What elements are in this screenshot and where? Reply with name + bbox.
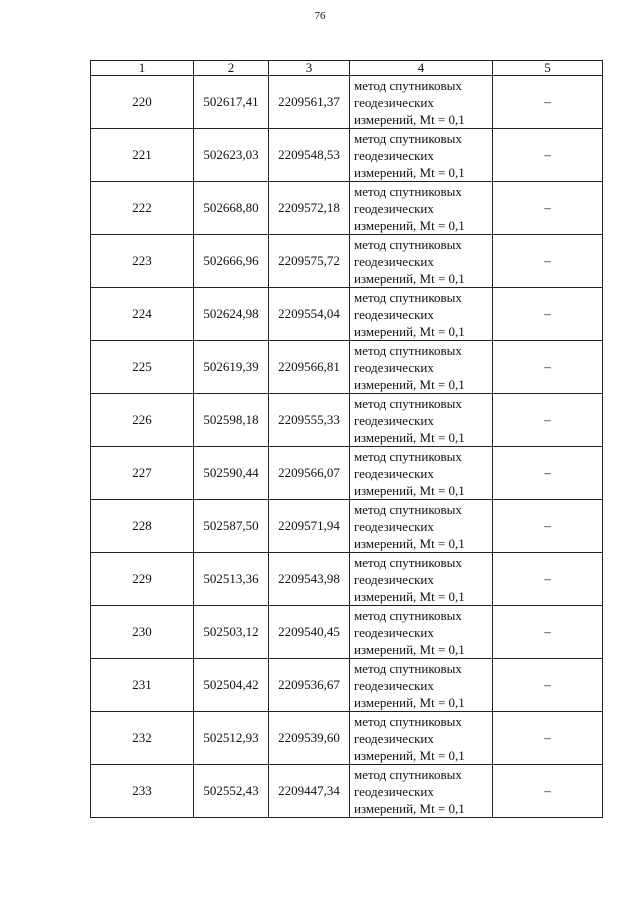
method-line: метод спутниковых bbox=[354, 448, 462, 464]
header-col-3: 3 bbox=[269, 61, 350, 76]
point-number-cell: 220 bbox=[91, 76, 194, 129]
x-coordinate-cell: 502624,98 bbox=[194, 288, 269, 341]
point-number-cell: 230 bbox=[91, 606, 194, 659]
x-coordinate-cell: 502619,39 bbox=[194, 341, 269, 394]
method-cell bbox=[350, 712, 493, 765]
x-coordinate-cell: 502590,44 bbox=[194, 447, 269, 500]
method-line: геодезических bbox=[354, 465, 434, 481]
method-line: геодезических bbox=[354, 200, 434, 216]
column-5-cell: – bbox=[493, 76, 603, 129]
y-coordinate-cell: 2209548,53 bbox=[269, 129, 350, 182]
page-number: 76 bbox=[314, 10, 326, 22]
method-line: измерений, Mt = 0,1 bbox=[354, 429, 465, 445]
y-coordinate-cell: 2209571,94 bbox=[269, 500, 350, 553]
table-row bbox=[91, 447, 603, 500]
point-number-cell: 226 bbox=[91, 394, 194, 447]
header-col-1: 1 bbox=[91, 61, 194, 76]
column-5-cell: – bbox=[493, 235, 603, 288]
method-line: измерений, Mt = 0,1 bbox=[354, 111, 465, 127]
point-number-cell: 227 bbox=[91, 447, 194, 500]
method-line: метод спутниковых bbox=[354, 236, 462, 252]
x-coordinate-cell: 502623,03 bbox=[194, 129, 269, 182]
x-coordinate-cell: 502503,12 bbox=[194, 606, 269, 659]
method-line: геодезических bbox=[354, 677, 434, 693]
method-cell bbox=[350, 606, 493, 659]
x-coordinate-cell: 502587,50 bbox=[194, 500, 269, 553]
method-line: измерений, Mt = 0,1 bbox=[354, 800, 465, 816]
y-coordinate-cell: 2209572,18 bbox=[269, 182, 350, 235]
method-line: метод спутниковых bbox=[354, 766, 462, 782]
x-coordinate-cell: 502598,18 bbox=[194, 394, 269, 447]
method-cell bbox=[350, 182, 493, 235]
column-5-cell: – bbox=[493, 659, 603, 712]
column-5-cell: – bbox=[493, 553, 603, 606]
point-number-cell: 232 bbox=[91, 712, 194, 765]
x-coordinate-cell: 502504,42 bbox=[194, 659, 269, 712]
column-5-cell: – bbox=[493, 447, 603, 500]
x-coordinate-cell: 502512,93 bbox=[194, 712, 269, 765]
method-line: метод спутниковых bbox=[354, 554, 462, 570]
column-5-cell: – bbox=[493, 288, 603, 341]
method-line: геодезических bbox=[354, 253, 434, 269]
method-line: метод спутниковых bbox=[354, 395, 462, 411]
point-number-cell: 228 bbox=[91, 500, 194, 553]
method-cell bbox=[350, 341, 493, 394]
point-number-cell: 221 bbox=[91, 129, 194, 182]
method-line: метод спутниковых bbox=[354, 660, 462, 676]
method-line: измерений, Mt = 0,1 bbox=[354, 694, 465, 710]
table-row bbox=[91, 765, 603, 818]
method-line: геодезических bbox=[354, 412, 434, 428]
method-line: измерений, Mt = 0,1 bbox=[354, 323, 465, 339]
point-number-cell: 231 bbox=[91, 659, 194, 712]
column-5-cell: – bbox=[493, 765, 603, 818]
header-row bbox=[91, 61, 603, 76]
method-line: геодезических bbox=[354, 783, 434, 799]
table-header bbox=[91, 61, 603, 76]
method-line: метод спутниковых bbox=[354, 607, 462, 623]
point-number-cell: 222 bbox=[91, 182, 194, 235]
column-5-cell: – bbox=[493, 129, 603, 182]
method-line: измерений, Mt = 0,1 bbox=[354, 270, 465, 286]
table-row bbox=[91, 606, 603, 659]
method-cell bbox=[350, 765, 493, 818]
y-coordinate-cell: 2209543,98 bbox=[269, 553, 350, 606]
y-coordinate-cell: 2209561,37 bbox=[269, 76, 350, 129]
coordinates-table bbox=[90, 60, 603, 818]
table-row bbox=[91, 712, 603, 765]
method-line: метод спутниковых bbox=[354, 130, 462, 146]
method-cell bbox=[350, 394, 493, 447]
point-number-cell: 229 bbox=[91, 553, 194, 606]
method-cell bbox=[350, 76, 493, 129]
y-coordinate-cell: 2209555,33 bbox=[269, 394, 350, 447]
table-row bbox=[91, 553, 603, 606]
y-coordinate-cell: 2209540,45 bbox=[269, 606, 350, 659]
point-number-cell: 224 bbox=[91, 288, 194, 341]
method-line: измерений, Mt = 0,1 bbox=[354, 588, 465, 604]
method-cell bbox=[350, 447, 493, 500]
method-cell bbox=[350, 659, 493, 712]
method-cell bbox=[350, 129, 493, 182]
x-coordinate-cell: 502668,80 bbox=[194, 182, 269, 235]
table-row bbox=[91, 500, 603, 553]
point-number-cell: 233 bbox=[91, 765, 194, 818]
method-cell bbox=[350, 288, 493, 341]
method-cell bbox=[350, 553, 493, 606]
y-coordinate-cell: 2209447,34 bbox=[269, 765, 350, 818]
method-line: геодезических bbox=[354, 359, 434, 375]
method-line: измерений, Mt = 0,1 bbox=[354, 376, 465, 392]
y-coordinate-cell: 2209566,81 bbox=[269, 341, 350, 394]
x-coordinate-cell: 502617,41 bbox=[194, 76, 269, 129]
x-coordinate-cell: 502666,96 bbox=[194, 235, 269, 288]
method-line: измерений, Mt = 0,1 bbox=[354, 641, 465, 657]
table-row bbox=[91, 394, 603, 447]
method-line: метод спутниковых bbox=[354, 342, 462, 358]
y-coordinate-cell: 2209554,04 bbox=[269, 288, 350, 341]
table-row bbox=[91, 341, 603, 394]
method-line: геодезических bbox=[354, 306, 434, 322]
header-col-2: 2 bbox=[194, 61, 269, 76]
method-cell bbox=[350, 235, 493, 288]
method-cell bbox=[350, 500, 493, 553]
column-5-cell: – bbox=[493, 712, 603, 765]
method-line: геодезических bbox=[354, 147, 434, 163]
y-coordinate-cell: 2209575,72 bbox=[269, 235, 350, 288]
table-row bbox=[91, 76, 603, 129]
column-5-cell: – bbox=[493, 341, 603, 394]
method-line: метод спутниковых bbox=[354, 289, 462, 305]
method-line: геодезических bbox=[354, 518, 434, 534]
header-col-5: 5 bbox=[493, 61, 603, 76]
x-coordinate-cell: 502513,36 bbox=[194, 553, 269, 606]
y-coordinate-cell: 2209536,67 bbox=[269, 659, 350, 712]
table-row bbox=[91, 235, 603, 288]
method-line: геодезических bbox=[354, 571, 434, 587]
column-5-cell: – bbox=[493, 500, 603, 553]
method-line: измерений, Mt = 0,1 bbox=[354, 535, 465, 551]
header-col-4: 4 bbox=[350, 61, 493, 76]
y-coordinate-cell: 2209566,07 bbox=[269, 447, 350, 500]
table-row bbox=[91, 182, 603, 235]
point-number-cell: 225 bbox=[91, 341, 194, 394]
table-row bbox=[91, 129, 603, 182]
method-line: метод спутниковых bbox=[354, 77, 462, 93]
column-5-cell: – bbox=[493, 182, 603, 235]
x-coordinate-cell: 502552,43 bbox=[194, 765, 269, 818]
method-line: измерений, Mt = 0,1 bbox=[354, 747, 465, 763]
method-line: метод спутниковых bbox=[354, 183, 462, 199]
method-line: метод спутниковых bbox=[354, 713, 462, 729]
method-line: геодезических bbox=[354, 730, 434, 746]
method-line: геодезических bbox=[354, 94, 434, 110]
column-5-cell: – bbox=[493, 606, 603, 659]
table-row bbox=[91, 659, 603, 712]
y-coordinate-cell: 2209539,60 bbox=[269, 712, 350, 765]
method-line: измерений, Mt = 0,1 bbox=[354, 217, 465, 233]
table-body bbox=[91, 76, 603, 818]
table-row bbox=[91, 288, 603, 341]
method-line: метод спутниковых bbox=[354, 501, 462, 517]
point-number-cell: 223 bbox=[91, 235, 194, 288]
method-line: геодезических bbox=[354, 624, 434, 640]
column-5-cell: – bbox=[493, 394, 603, 447]
method-line: измерений, Mt = 0,1 bbox=[354, 482, 465, 498]
method-line: измерений, Mt = 0,1 bbox=[354, 164, 465, 180]
